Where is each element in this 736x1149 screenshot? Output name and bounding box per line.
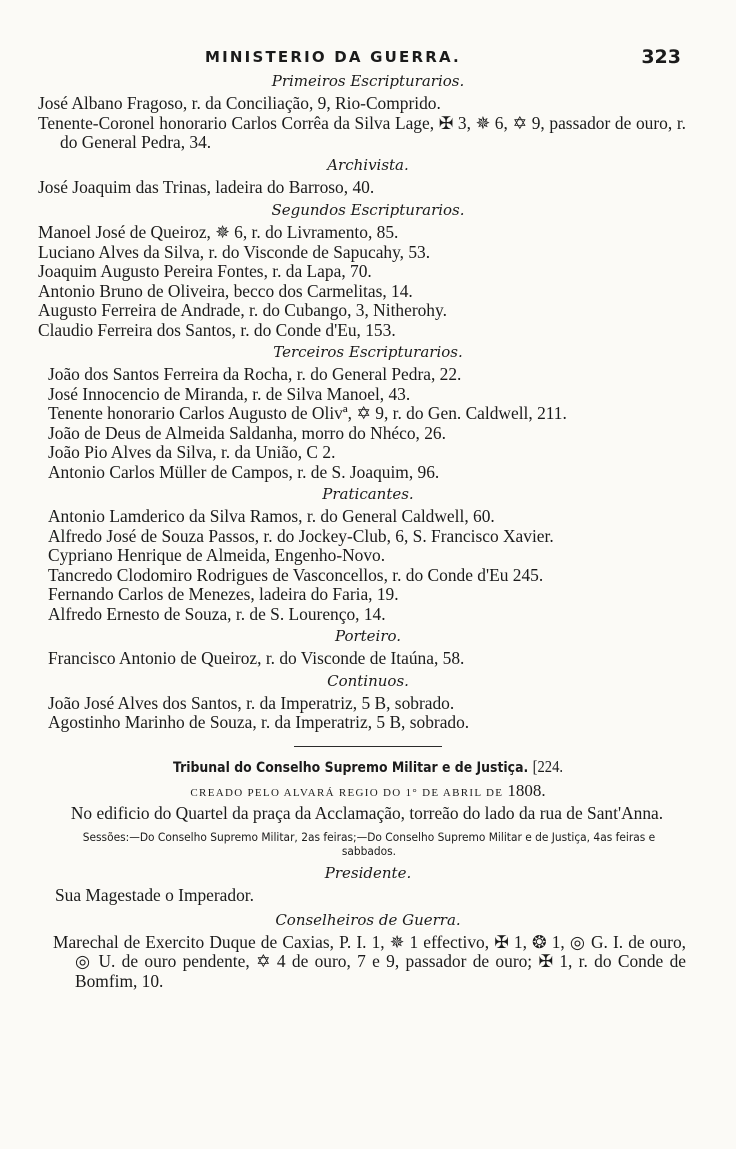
list-item: Antonio Bruno de Oliveira, becco dos Carmelitas, 14. xyxy=(38,281,413,301)
page-number: 323 xyxy=(641,46,681,68)
tribunal-ref: [224. xyxy=(532,756,564,776)
sessoes-text: Sessões:—Do Conselho Supremo Militar, 2as feiras;—Do Conselho Supremo Militar e de Justiça, 4as feiras e sabbados. xyxy=(82,831,656,858)
list-item: João de Deus de Almeida Saldanha, morro do Nhéco, 26. xyxy=(48,423,446,443)
list-item: José Innocencio de Miranda, r. de Silva Manoel, 43. xyxy=(48,384,411,404)
section-heading: Presidente. xyxy=(324,864,412,882)
running-head xyxy=(0,48,736,70)
list-item: Marechal de Exercito Duque de Caxias, P. I. 1, ✵ 1 effectivo, ✠ 1, ❂ 1, ◎ G. I. de ouro, ◎ U. de ouro pendente, ✡ 4 de ouro, 7 e 9, passador de ouro; ✠ 1, r. do Conde de Bomfim, 10. xyxy=(53,931,686,991)
list-item: José Joaquim das Trinas, ladeira do Barroso, 40. xyxy=(38,177,375,197)
section-heading: Segundos Escripturarios. xyxy=(271,201,465,219)
list-item: Alfredo Ernesto de Souza, r. de S. Lourenço, 14. xyxy=(48,604,386,624)
list-item: Manoel José de Queiroz, ✵ 6, r. do Livramento, 85. xyxy=(38,223,399,242)
creado-text: CREADO PELO ALVARÁ REGIO DO 1° DE ABRIL DE xyxy=(190,786,504,799)
list-item: José Albano Fragoso, r. da Conciliação, 9, Rio-Comprido. xyxy=(38,94,441,113)
list-item: Antonio Lamderico da Silva Ramos, r. do General Caldwell, 60. xyxy=(48,507,495,526)
list-item: Joaquim Augusto Pereira Fontes, r. da Lapa, 70. xyxy=(38,262,372,281)
page-body xyxy=(0,70,736,991)
section-heading: Primeiros Escripturarios. xyxy=(271,72,465,90)
list-item: João dos Santos Ferreira da Rocha, r. do General Pedra, 22. xyxy=(48,365,462,384)
list-item: João Pio Alves da Silva, r. da União, C 2. xyxy=(48,443,336,462)
section-heading: Continuos. xyxy=(327,671,409,690)
section-heading: Porteiro. xyxy=(334,627,402,645)
section-heading: Praticantes. xyxy=(322,485,414,503)
list-item: Alfredo José de Souza Passos, r. do Jockey-Club, 6, S. Francisco Xavier. xyxy=(48,526,554,546)
list-item: Francisco Antonio de Queiroz, r. do Visconde de Itaúna, 58. xyxy=(48,649,465,668)
page-title: MINISTERIO DA GUERRA. xyxy=(205,48,461,66)
list-item: Antonio Carlos Müller de Campos, r. de S. Joaquim, 96. xyxy=(48,462,440,482)
list-item: Agostinho Marinho de Souza, r. da Imperatriz, 5 B, sobrado. xyxy=(48,713,470,732)
list-item: Augusto Ferreira de Andrade, r. do Cubango, 3, Nitherohy. xyxy=(38,301,447,320)
list-item: Luciano Alves da Silva, r. do Visconde de Sapucahy, 53. xyxy=(38,242,431,262)
list-item: João José Alves dos Santos, r. da Imperatriz, 5 B, sobrado. xyxy=(48,693,455,713)
list-item: Fernando Carlos de Menezes, ladeira do Faria, 19. xyxy=(48,585,399,604)
creado-line xyxy=(0,780,736,804)
section-heading: Conselheiros de Guerra. xyxy=(275,910,461,929)
list-item: Claudio Ferreira dos Santos, r. do Conde d'Eu, 153. xyxy=(38,320,396,340)
divider xyxy=(294,746,442,747)
list-item: Sua Magestade o Imperador. xyxy=(55,886,254,905)
list-item: Tancredo Clodomiro Rodrigues de Vasconcellos, r. do Conde d'Eu 245. xyxy=(48,565,544,585)
tribunal-title xyxy=(52,755,685,780)
list-item: Tenente honorario Carlos Augusto de Olivª, ✡ 9, r. do Gen. Caldwell, 211. xyxy=(48,404,567,423)
tribunal-name: Tribunal do Conselho Supremo Militar e de Justiça. xyxy=(172,759,529,776)
creado-year: 1808. xyxy=(507,780,546,800)
location-text: No edificio do Quartel da praça da Acclamação, torreão do lado da rua de Sant'Anna. xyxy=(70,802,664,823)
list-item: Tenente-Coronel honorario Carlos Corrêa da Silva Lage, ✠ 3, ✵ 6, ✡ 9, passador de ouro, r. do General Pedra, 34. xyxy=(38,112,686,152)
list-item: Cypriano Henrique de Almeida, Engenho-Novo. xyxy=(48,546,386,565)
section-heading: Archivista. xyxy=(327,155,409,174)
section-heading: Terceiros Escripturarios. xyxy=(273,343,463,361)
